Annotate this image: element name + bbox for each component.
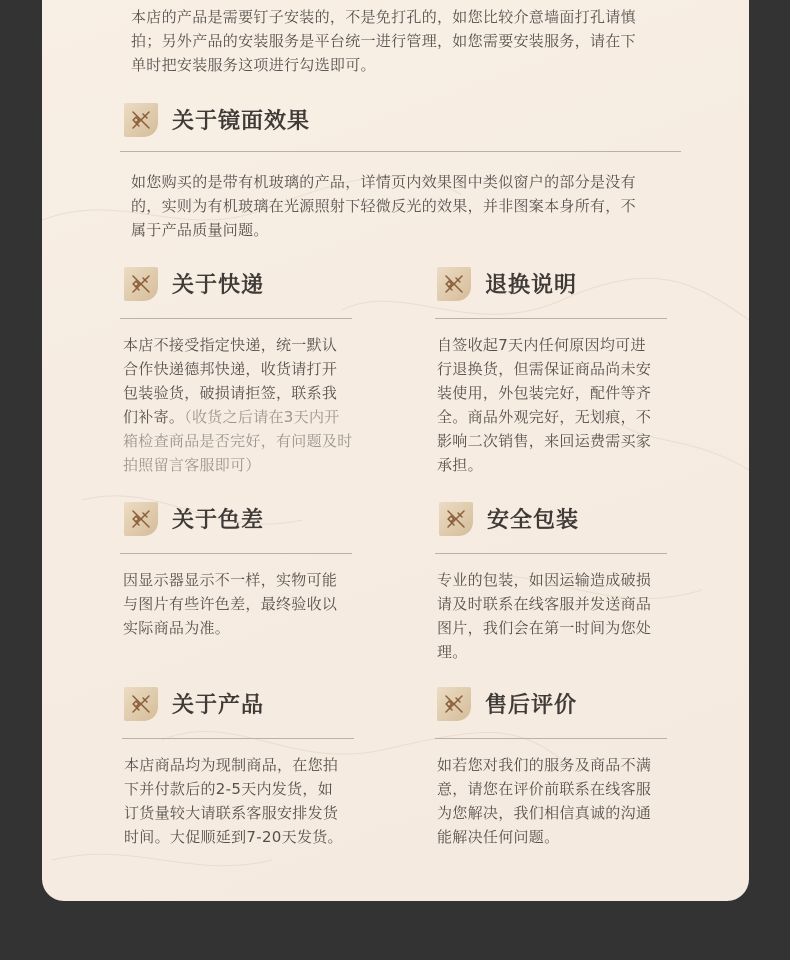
tools-icon <box>437 267 471 301</box>
delivery-line: 本店不接受指定快递，统一默认 <box>123 336 338 354</box>
tools-icon <box>124 103 158 137</box>
mirror-paragraph <box>131 170 691 242</box>
section-title: 退换说明 <box>485 273 578 298</box>
returns-line: 装使用，外包装完好，配件等齐 <box>437 384 652 402</box>
section-header-review <box>437 687 667 723</box>
delivery-line: 包装验货，破损请拒签，联系我 <box>123 384 338 402</box>
delivery-paragraph <box>123 333 373 477</box>
color-line: 实际商品为准。 <box>123 619 231 637</box>
section-header-mirror <box>124 103 384 139</box>
section-header-color <box>124 502 354 538</box>
mirror-line: 如您购买的是带有机玻璃的产品，详情页内效果图中类似窗户的部分是没有 <box>131 173 636 191</box>
section-header-product <box>124 687 354 723</box>
section-header-packing <box>439 502 669 538</box>
section-title: 售后评价 <box>485 693 578 718</box>
section-title: 关于快递 <box>172 273 265 298</box>
delivery-note: 箱检查商品是否完好，有问题及时 <box>123 432 353 450</box>
packing-line: 图片，我们会在第一时间为您处 <box>437 619 652 637</box>
packing-line: 理。 <box>437 643 468 661</box>
tools-icon <box>124 267 158 301</box>
intro-line: 本店的产品是需要钉子安装的，不是免打孔的，如您比较介意墙面打孔请慎 <box>131 8 636 26</box>
delivery-line: 们补寄。 <box>123 408 185 426</box>
tools-icon <box>439 502 473 536</box>
returns-line: 全。商品外观完好，无划痕，不 <box>437 408 652 426</box>
delivery-line: 合作快递德邦快递，收货请打开 <box>123 360 338 378</box>
info-card <box>42 0 749 901</box>
packing-line: 请及时联系在线客服并发送商品 <box>437 595 652 613</box>
review-paragraph <box>437 753 687 849</box>
divider <box>435 318 667 319</box>
mirror-line: 的，实则为有机玻璃在光源照射下轻微反光的效果，并非图案本身所有，不 <box>131 197 636 215</box>
color-paragraph <box>123 568 373 640</box>
product-line: 时间。大促顺延到7-20天发货。 <box>124 828 343 846</box>
intro-line: 拍；另外产品的安装服务是平台统一进行管理，如您需要安装服务，请在下 <box>131 32 636 50</box>
section-title: 关于产品 <box>172 693 265 718</box>
returns-line: 影响二次销售，来回运费需买家 <box>437 432 652 450</box>
section-header-delivery <box>124 267 354 303</box>
product-paragraph <box>124 753 374 849</box>
color-line: 与图片有些许色差，最终验收以 <box>123 595 338 613</box>
divider <box>435 738 667 739</box>
product-line: 本店商品均为现制商品，在您拍 <box>124 756 339 774</box>
tools-icon <box>437 687 471 721</box>
review-line: 如若您对我们的服务及商品不满 <box>437 756 652 774</box>
returns-paragraph <box>437 333 687 477</box>
packing-paragraph <box>437 568 687 664</box>
product-line: 下并付款后的2-5天内发货，如 <box>124 780 334 798</box>
returns-line: 行退换货，但需保证商品尚未安 <box>437 360 652 378</box>
review-line: 为您解决，我们相信真诚的沟通 <box>437 804 652 822</box>
delivery-note: 拍照留言客服即可） <box>123 456 261 474</box>
returns-line: 承担。 <box>437 456 483 474</box>
section-title: 关于色差 <box>172 508 265 533</box>
delivery-note: （收货之后请在3天内开 <box>184 408 340 426</box>
product-line: 订货量较大请联系客服安排发货 <box>124 804 339 822</box>
tools-icon <box>124 502 158 536</box>
section-header-returns <box>437 267 667 303</box>
mirror-line: 属于产品质量问题。 <box>131 221 269 239</box>
divider <box>435 553 667 554</box>
divider <box>122 738 354 739</box>
review-line: 意，请您在评价前联系在线客服 <box>437 780 652 798</box>
section-title: 关于镜面效果 <box>172 109 311 134</box>
color-line: 因显示器显示不一样，实物可能 <box>123 571 338 589</box>
divider <box>120 318 352 319</box>
packing-line: 专业的包装，如因运输造成破损 <box>437 571 652 589</box>
tools-icon <box>124 687 158 721</box>
returns-line: 自签收起7天内任何原因均可进 <box>437 336 646 354</box>
section-title: 安全包装 <box>487 508 580 533</box>
review-line: 能解决任何问题。 <box>437 828 560 846</box>
divider <box>120 151 681 152</box>
divider <box>120 553 352 554</box>
intro-paragraph <box>131 5 691 77</box>
intro-line: 单时把安装服务这项进行勾选即可。 <box>131 56 376 74</box>
